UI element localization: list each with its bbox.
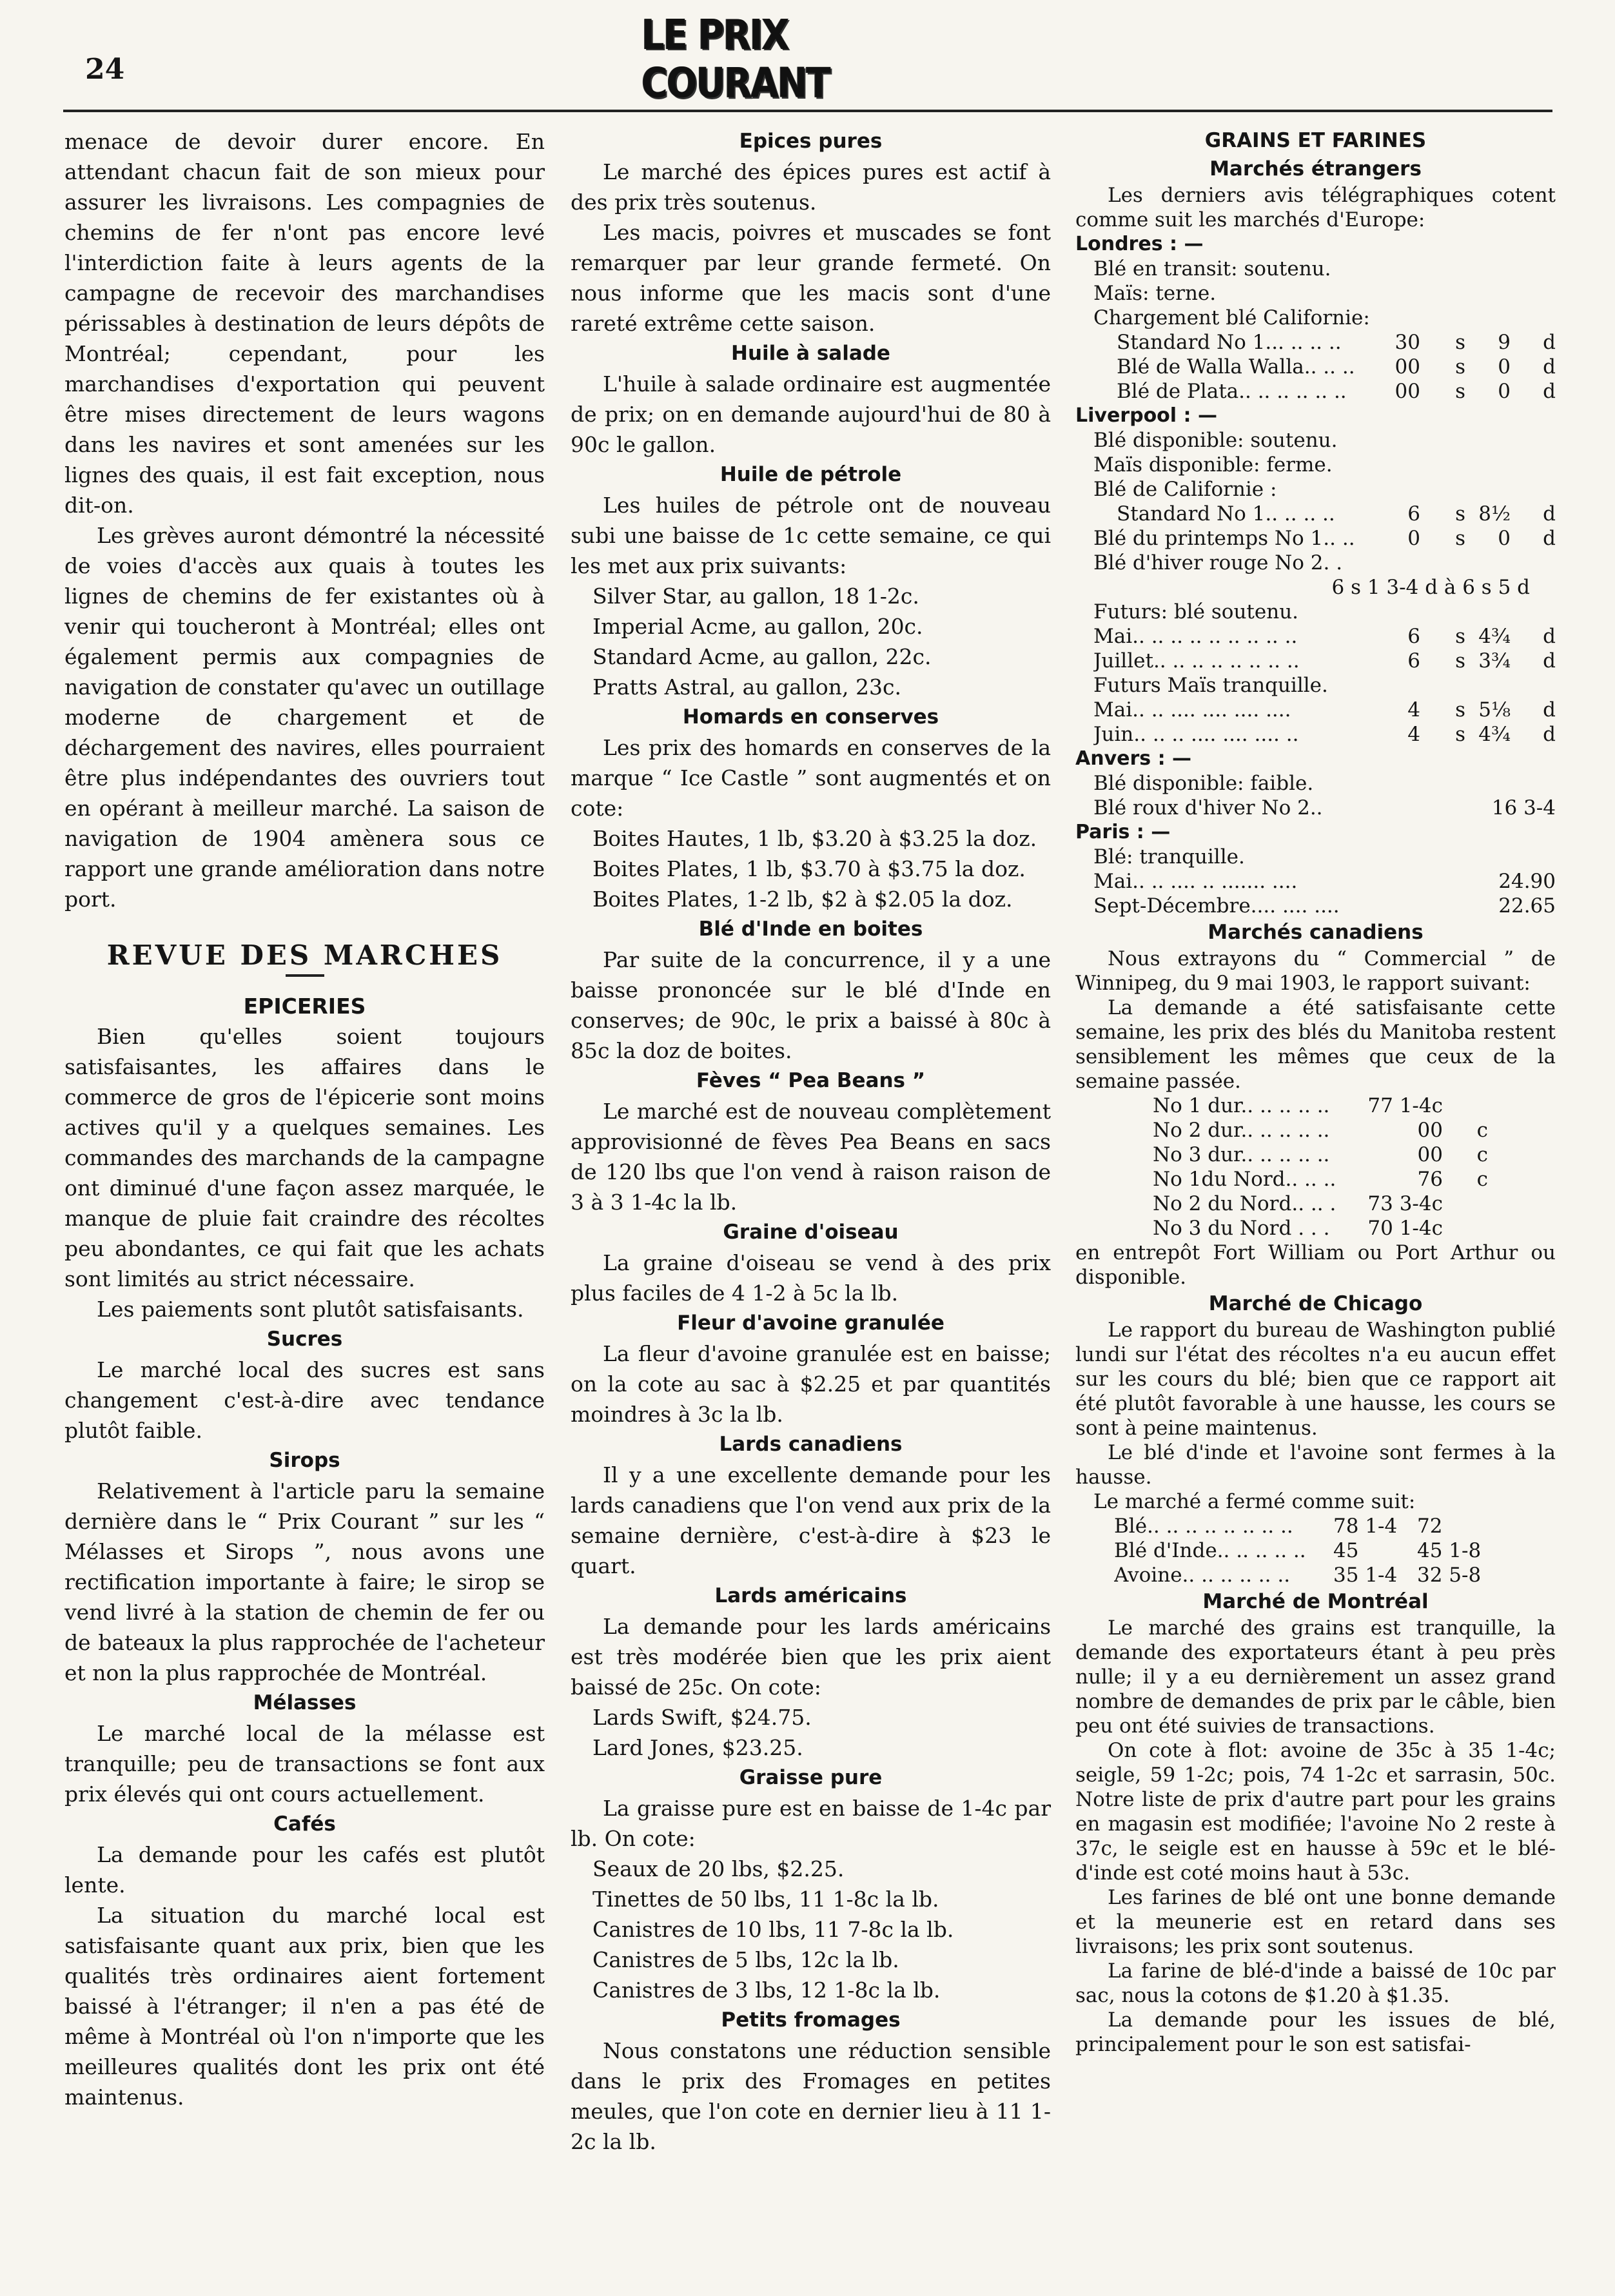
subheading: Fleur d'avoine granulée [677,1311,945,1335]
price-row [1075,355,1556,379]
market-location: Londres : — [1075,233,1204,255]
list-item: Canistres de 5 lbs, 12c la lb. [592,1947,899,1972]
quote-line: Le marché a fermé comme suit: [1093,1490,1416,1513]
paragraph: La demande pour les issues de blé, principalement pour le son est satisfai- [1075,2008,1556,2056]
subheading: Marché de Chicago [1208,1292,1423,1315]
subheading: Lards américains [714,1584,907,1607]
price-row [1075,624,1556,649]
price-unit: c [1476,1143,1488,1166]
list-item: Boites Plates, 1 lb, $3.70 à $3.75 la doz. [592,856,1026,881]
price-unit: s [1455,649,1465,672]
paragraph: Relativement à l'article paru la semaine dernière dans le “ Prix Courant ” sur les “ Mélasses et Sirops ”, nous avons une rectification importante à faire; le sirop se vend livré à la station de chemin de fer ou de bateaux la plus rapprochée de l'acheteur et non la plus rapprochée de Montréal. [64,1478,545,1685]
price-row [1075,526,1556,551]
subheading: Marchés étrangers [1209,157,1422,181]
price-unit: s [1455,625,1465,648]
price-value: 8½ [1478,502,1511,525]
price-unit: s [1455,698,1465,721]
price-value: 00 [1417,1119,1443,1142]
price-value: 0 [1498,527,1511,550]
paragraph: Les derniers avis télégraphiques cotent comme suit les marchés d'Europe: [1075,184,1556,231]
paragraph: Le marché est de nouveau complètement approvisionné de fèves Pea Beans en sacs de 120 lbs que l'on vend à raison raison de 3 à 3 1-4c la lb. [571,1099,1051,1215]
subheading: Marchés canadiens [1208,921,1424,944]
price-value: 0 [1498,355,1511,378]
price-value: 5⅛ [1478,698,1511,721]
price-value: 9 [1498,331,1511,354]
paragraph: Il y a une excellente demande pour les lards canadiens que l'on vend aux prix de la semaine dernière, c'est-à-dire à $23 le quart. [571,1462,1051,1578]
price-value: 78 1-4 [1333,1515,1398,1538]
price-unit: d [1543,527,1556,550]
price-row [1075,1118,1488,1143]
paragraph: Le rapport du bureau de Washington publié lundi sur l'état des récoltes n'a eu aucun effet sur les cours du blé; bien que ce rapport ait été plutôt favorable à une hausse, les cours se sont à peine maintenus. [1075,1319,1556,1440]
paragraph: Nous extrayons du “ Commercial ” de Winnipeg, du 9 mai 1903, le rapport suivant: [1075,947,1556,995]
price-value: 00 [1395,380,1420,403]
price-unit: s [1455,502,1465,525]
price-row [1075,1094,1488,1118]
top-rule [63,110,1552,112]
masthead: LE PRIX COURANT [641,11,830,108]
price-value: 3¾ [1478,649,1511,672]
list-item: Boites Plates, 1-2 lb, $2 à $2.05 la doz. [592,887,1013,912]
paragraph: Les farines de blé ont une bonne demande et la meunerie est en retard dans ses livraisons; les prix sont soutenus. [1075,1886,1556,1958]
price-label: Blé du printemps No 1.. .. [1093,527,1355,550]
price-label: Standard No 1.. .. .. .. [1117,502,1335,525]
price-value: 32 5-8 [1417,1564,1482,1587]
market-location: Anvers : — [1075,747,1192,770]
price-value: 16 3-4 [1491,796,1556,819]
price-unit: s [1455,331,1465,354]
paragraph: Nous constatons une réduction sensible dans le prix des Fromages en petites meules, que l'on cote en dernier lieu à 11 1-2c la lb. [571,2038,1051,2154]
subheading: Cafés [273,1812,336,1836]
price-unit: d [1543,380,1556,403]
market-location: Liverpool : — [1075,404,1217,427]
paragraph: Les grèves auront démontré la nécessité de voies d'accès aux quais à toutes les lignes de chemins de fer existantes où à venir qui toucheront à Montréal; elles ont également permis aux compagnies de navigation de constater qu'avec un outillage moderne de chargement et de déchargement des navires, elles pourraient être plus indépendantes des ouvriers tout en opérant à meilleur marché. La saison de navigation de 1904 amènera sous ce rapport une grande amélioration dans notre port. [64,523,545,912]
paragraph: Le marché local des sucres est sans changement c'est-à-dire avec tendance plutôt faible. [64,1357,545,1443]
page-number: 24 [85,53,125,86]
paragraph: La demande a été satisfaisante cette semaine, les prix des blés du Manitoba restent sensiblement les mêmes que ceux de la semaine passée. [1075,996,1556,1093]
price-value: 77 1-4c [1367,1094,1443,1117]
price-label: No 1du Nord.. .. .. [1153,1168,1336,1191]
price-unit: d [1543,331,1556,354]
price-row [1075,1192,1488,1216]
price-row [1075,698,1556,722]
price-row [1075,1563,1556,1587]
paragraph: Les prix des homards en conserves de la marque “ Ice Castle ” sont augmentés et on cote: [571,735,1051,821]
price-label: Standard No 1... .. .. .. [1117,331,1342,354]
column-3 [1075,126,1556,2057]
price-label: No 1 dur.. .. .. .. .. [1153,1094,1330,1117]
price-value: 0 [1498,380,1511,403]
price-value: 22.65 [1498,894,1556,917]
subheading: Blé d'Inde en boites [698,917,923,941]
quote-line: Blé d'hiver rouge No 2. . [1093,551,1343,574]
quote-line: Blé en transit: soutenu. [1093,257,1331,280]
subheading: Huile de pétrole [719,463,902,486]
price-value: 4 [1407,698,1420,721]
price-label: Juillet.. .. .. .. .. .. .. .. [1093,649,1300,672]
price-value: 45 1-8 [1417,1539,1482,1562]
quote-line: Blé disponible: faible. [1093,772,1314,795]
section-title: EPICERIES [243,994,366,1019]
list-item: Tinettes de 50 lbs, 11 1-8c la lb. [592,1887,939,1912]
price-label: Blé.. .. .. .. .. .. .. .. [1114,1515,1293,1538]
paragraph: Le marché local de la mélasse est tranquille; peu de transactions se font aux prix élevés qui ont cours actuellement. [64,1721,545,1807]
paragraph: Le marché des grains est tranquille, la demande des exportateurs étant à peu près nulle; il y a eu dernièrement un assez grand nombre de demandes de prix par le câble, bien peu ont été suivies de transactions. [1075,1616,1556,1738]
price-value: 4¾ [1478,625,1511,648]
price-label: No 2 dur.. .. .. .. .. [1153,1119,1330,1142]
subheading: Mélasses [253,1691,357,1714]
paragraph: La graisse pure est en baisse de 1-4c par lb. On cote: [571,1796,1051,1851]
list-item: Standard Acme, au gallon, 22c. [592,644,932,669]
list-item: Seaux de 20 lbs, $2.25. [592,1856,845,1881]
subheading: Lards canadiens [719,1433,903,1456]
paragraph: menace de devoir durer encore. En attendant chacun fait de son mieux pour assurer les livraisons. Les compagnies de chemins de fer n'ont pas encore levé l'interdiction faite à leurs agents de la campagne de recevoir des marchandises périssables à destination de leurs dépôts de Montréal; cependant, pour les marchandises d'exportation qui peuvent être mises directement de leurs wagons dans les navires et sont amenées sur les lignes des quais, il est fait exception, nous dit-on. [64,129,545,518]
paragraph: La fleur d'avoine granulée est en baisse; on la cote au sac à $2.25 et par quantités moindres à 3c la lb. [571,1341,1051,1427]
paragraph: La demande pour les lards américains est très modérée bien que les prix aient baissé de 25c. On cote: [571,1614,1051,1700]
price-label: Blé roux d'hiver No 2.. [1093,796,1323,819]
quote-line: Futurs: blé soutenu. [1093,600,1299,623]
paragraph: Bien qu'elles soient toujours satisfaisantes, les affaires dans le commerce de gros de l'épicerie sont moins actives qu'il y a quelques semaines. Les commandes des marchands de la campagne ont diminué d'une façon assez marquée, le manque de pluie fait craindre des récoltes peu abondantes, ce qui fait que les achats sont limités au strict nécessaire. [64,1024,545,1291]
price-unit [1443,1192,1488,1216]
price-value: 0 [1407,527,1420,550]
quote-line: Futurs Maïs tranquille. [1093,674,1328,697]
list-item: Pratts Astral, au gallon, 23c. [592,674,901,700]
price-value: 00 [1417,1143,1443,1166]
price-label: Blé de Walla Walla.. .. .. [1117,355,1355,378]
subheading: Graisse pure [739,1766,883,1789]
section-title: REVUE DES MARCHES [106,939,503,971]
subheading: Marché de Montréal [1202,1590,1429,1613]
price-row [1075,649,1556,673]
list-item: Canistres de 3 lbs, 12 1-8c la lb. [592,1977,941,2003]
quote-line: Chargement blé Californie: [1093,306,1370,329]
price-label: Mai.. .. .. .. .. .. .. .. .. [1093,625,1298,648]
price-row [1075,330,1556,355]
subheading: Sirops [269,1449,340,1472]
paragraph: Par suite de la concurrence, il y a une baisse prononcée sur le blé d'Inde en conserves; de 90c, le prix a baissé à 80c à 85c la doz de boites. [571,947,1051,1063]
price-unit [1443,1216,1488,1241]
price-value: 73 3-4c [1367,1192,1443,1215]
price-unit: c [1476,1119,1488,1142]
column-1 [64,126,545,2112]
price-unit: d [1543,355,1556,378]
price-row [1075,502,1556,526]
subheading: Fèves “ Pea Beans ” [696,1069,926,1092]
price-unit: d [1543,502,1556,525]
price-value: 00 [1395,355,1420,378]
price-unit: d [1543,649,1556,672]
price-label: Sept-Décembre.... .... .... [1093,894,1340,917]
price-unit: d [1543,698,1556,721]
quote-line: Maïs disponible: ferme. [1093,453,1333,476]
price-value: 6 [1407,649,1420,672]
price-row [1075,722,1556,747]
price-value: 24.90 [1498,870,1556,893]
list-item: Lard Jones, $23.25. [592,1735,803,1760]
quote-line: Blé de Californie : [1093,478,1277,501]
paragraph: L'huile à salade ordinaire est augmentée de prix; on en demande aujourd'hui de 80 à 90c le gallon. [571,371,1051,457]
price-value: 4 [1407,723,1420,746]
quote-line: Blé: tranquille. [1093,845,1245,868]
price-label: Mai.. .. .... .... .... .... [1093,698,1291,721]
subheading: Petits fromages [721,2008,901,2032]
price-value: 72 [1417,1515,1443,1538]
price-row [1075,894,1556,918]
price-value: 76 [1417,1168,1443,1191]
price-unit: c [1476,1168,1488,1191]
column-2 [571,126,1051,2157]
market-location: Paris : — [1075,821,1171,843]
price-unit [1443,1094,1488,1118]
price-value: 45 [1333,1539,1359,1562]
price-value: 4¾ [1478,723,1511,746]
quote-line: Blé disponible: soutenu. [1093,429,1338,452]
paragraph: Le marché des épices pures est actif à des prix très soutenus. [571,159,1051,215]
price-unit: s [1455,355,1465,378]
paragraph: Les paiements sont plutôt satisfaisants. [97,1297,524,1322]
paragraph: La graine d'oiseau se vend à des prix plus faciles de 4 1-2 à 5c la lb. [571,1250,1051,1306]
price-value: 35 1-4 [1333,1564,1398,1587]
price-label: Mai.. .. .... .. ....... .... [1093,870,1298,893]
subheading: Homards en conserves [682,705,939,729]
list-item: Imperial Acme, au gallon, 20c. [592,614,923,639]
price-value: 6 [1407,625,1420,648]
price-unit: s [1455,723,1465,746]
price-label: No 3 dur.. .. .. .. .. [1153,1143,1330,1166]
price-value: 6 [1407,502,1420,525]
price-row [1075,379,1556,404]
paragraph: La demande pour les cafés est plutôt lente. [64,1842,545,1898]
list-item: Canistres de 10 lbs, 11 7-8c la lb. [592,1917,954,1942]
price-unit: d [1543,625,1556,648]
paragraph: La farine de blé-d'inde a baissé de 10c par sac, nous la cotons de $1.20 à $1.35. [1075,1959,1556,2007]
price-row [1075,869,1556,894]
price-row [1075,1143,1488,1167]
price-unit: s [1455,527,1465,550]
list-item: Lards Swift, $24.75. [592,1705,812,1730]
paragraph: La situation du marché local est satisfaisante quant aux prix, bien que les qualités très ordinaires aient fortement baissé à l'étranger; il n'en a pas été de même à Montréal où l'on n'importe que les meilleures qualités dont les prix ont été maintenus. [64,1903,545,2110]
paragraph: Les macis, poivres et muscades se font remarquer par leur grande fermeté. On nous informe que les macis sont d'une rareté extrême cette saison. [571,220,1051,336]
list-item: Boites Hautes, 1 lb, $3.20 à $3.25 la doz. [592,826,1037,851]
price-unit: d [1543,723,1556,746]
list-item: Silver Star, au gallon, 18 1-2c. [592,584,919,609]
quote-line: 6 s 1 3-4 d à 6 s 5 d [1331,576,1530,599]
price-row [1075,796,1556,820]
price-label: No 3 du Nord . . . [1153,1217,1330,1240]
paragraph: Les huiles de pétrole ont de nouveau subi une baisse de 1c cette semaine, ce qui les met aux prix suivants: [571,493,1051,578]
price-row [1075,1216,1488,1241]
price-label: Blé d'Inde.. .. .. .. .. [1114,1539,1306,1562]
price-row [1075,1538,1556,1563]
price-row [1075,1167,1488,1192]
paragraph: On cote à flot: avoine de 35c à 35 1-4c; seigle, 59 1-2c; pois, 74 1-2c et sarrasin, 50c. Notre liste de prix d'autre part pour les grains en magasin est modifiée; l'avoine No 2 reste à 37c, le seigle est en hausse à 59c et le blé-d'inde est coté moins haut à 53c. [1075,1739,1556,1885]
subheading: Huile à salade [731,342,890,365]
subheading: Graine d'oiseau [723,1221,899,1244]
price-label: Juin.. .. .. .... .... .... .. [1093,723,1299,746]
quote-line: Maïs: terne. [1093,282,1217,305]
price-value: 70 1-4c [1367,1217,1443,1240]
subheading: Sucres [266,1328,343,1351]
price-row [1075,1514,1556,1538]
paragraph: en entrepôt Fort William ou Port Arthur ou disponible. [1075,1241,1556,1289]
subheading: Epices pures [739,130,883,153]
price-label: No 2 du Nord.. .. . [1153,1192,1336,1215]
price-value: 30 [1395,331,1420,354]
price-label: Avoine.. .. .. .. .. .. [1114,1564,1291,1587]
price-unit: s [1455,380,1465,403]
price-label: Blé de Plata.. .. .. .. .. .. [1117,380,1347,403]
divider [286,974,324,977]
section-title: GRAINS ET FARINES [1204,129,1427,152]
paragraph: Le blé d'inde et l'avoine sont fermes à la hausse. [1075,1441,1556,1489]
